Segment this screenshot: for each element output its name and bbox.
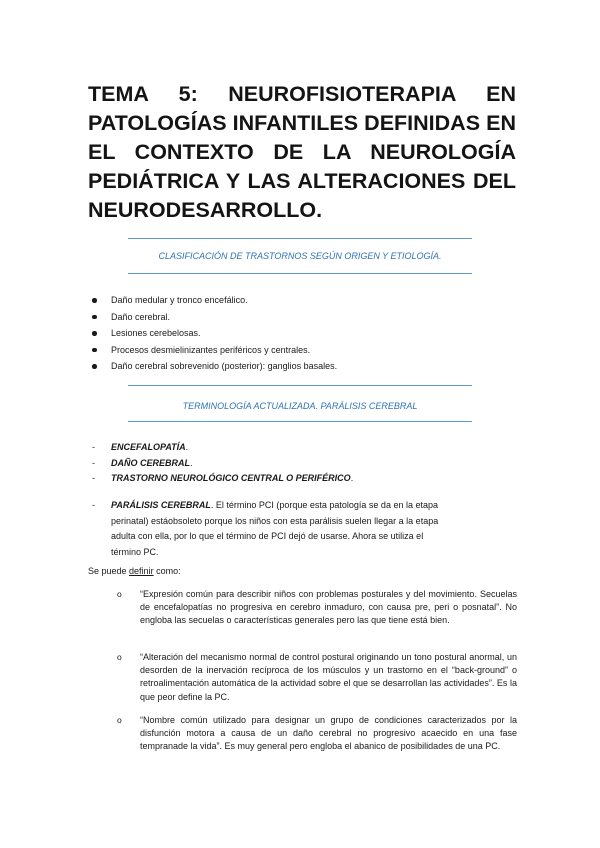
bullet-icon [92,348,97,353]
list-item: Lesiones cerebelosas. [92,325,337,342]
dash-marker: - [92,500,95,510]
dash-marker: - [92,473,95,484]
bullet-icon [92,315,97,320]
term-item: - ENCEFALOPATÍA. [92,440,353,456]
definition-item: o “Alteración del mecanismo normal de control postural originando un tono postural anormal, un desorden de la inervación recíproca de los músculos y un trastorno en el “back-ground” o retroalimentación automática de la actividad sobre el que se desarrollan las actividades”. Es la que peor define la PC. [117,652,517,702]
section-heading-text: TERMINOLOGÍA ACTUALIZADA. PARÁLISIS CEREBRAL [182,401,418,411]
list-item: Procesos desmielinizantes periféricos y centrales. [92,342,337,359]
pci-paragraph [92,498,442,560]
definition-item: o “Expresión común para describir niños con problemas posturales y del movimiento. Secuelas de encefalopatías no progresiva en cerebro inmaduro, con causa pre, peri o posnatal”. No engloba las secuelas o características generales pero las que tiene está bien. [117,589,517,626]
dash-marker: - [92,457,95,468]
pci-text: . El término PCI (porque esta patología se da en la etapa perinatal) estáobsoleto porque los niños con esta parálisis suelen llegar a la etapa adulta con ella, por lo que el término de PCI dejó de usarse. Ahora se utiliza el término PC. [111,500,439,557]
circle-bullet-icon: o [117,652,122,662]
list-item: Daño cerebral sobrevenido (posterior): ganglios basales. [92,358,337,375]
circle-bullet-icon: o [117,715,122,725]
terminology-list [92,440,353,487]
section-heading-terminology [128,385,472,422]
definitions-intro: Se puede definir como: [88,566,181,576]
section-heading-text: CLASIFICACIÓN DE TRASTORNOS SEGÚN ORIGEN Y ETIOLOGÍA. [158,251,442,261]
section-heading-classification [128,238,472,274]
classification-list [92,292,337,375]
definition-item: o “Nombre común utilizado para designar un grupo de condiciones caracterizados por la disfunción motora a causa de un daño cerebral no progresivo acaecido en una fase tempranade la vida”. Es muy general pero engloba el abanico de posibilidades de una PC. [117,715,517,752]
list-item: Daño medular y tronco encefálico. [92,292,337,309]
bullet-icon [92,364,97,369]
bullet-icon [92,298,97,303]
term-item: - DAÑO CEREBRAL. [92,456,353,472]
list-item: Daño cerebral. [92,309,337,326]
page-title: TEMA 5: NEUROFISIOTERAPIA EN PATOLOGÍAS INFANTILES DEFINIDAS EN EL CONTEXTO DE LA NEUROLOGÍA PEDIÁTRICA Y LAS ALTERACIONES DEL NEURODESARROLLO. [88,82,516,222]
pci-term: PARÁLISIS CEREBRAL [111,500,211,510]
term-item: - TRASTORNO NEUROLÓGICO CENTRAL O PERIFÉRICO. [92,471,353,487]
bullet-icon [92,331,97,336]
underlined-word: definir [129,566,154,576]
circle-bullet-icon: o [117,589,122,599]
dash-marker: - [92,442,95,452]
